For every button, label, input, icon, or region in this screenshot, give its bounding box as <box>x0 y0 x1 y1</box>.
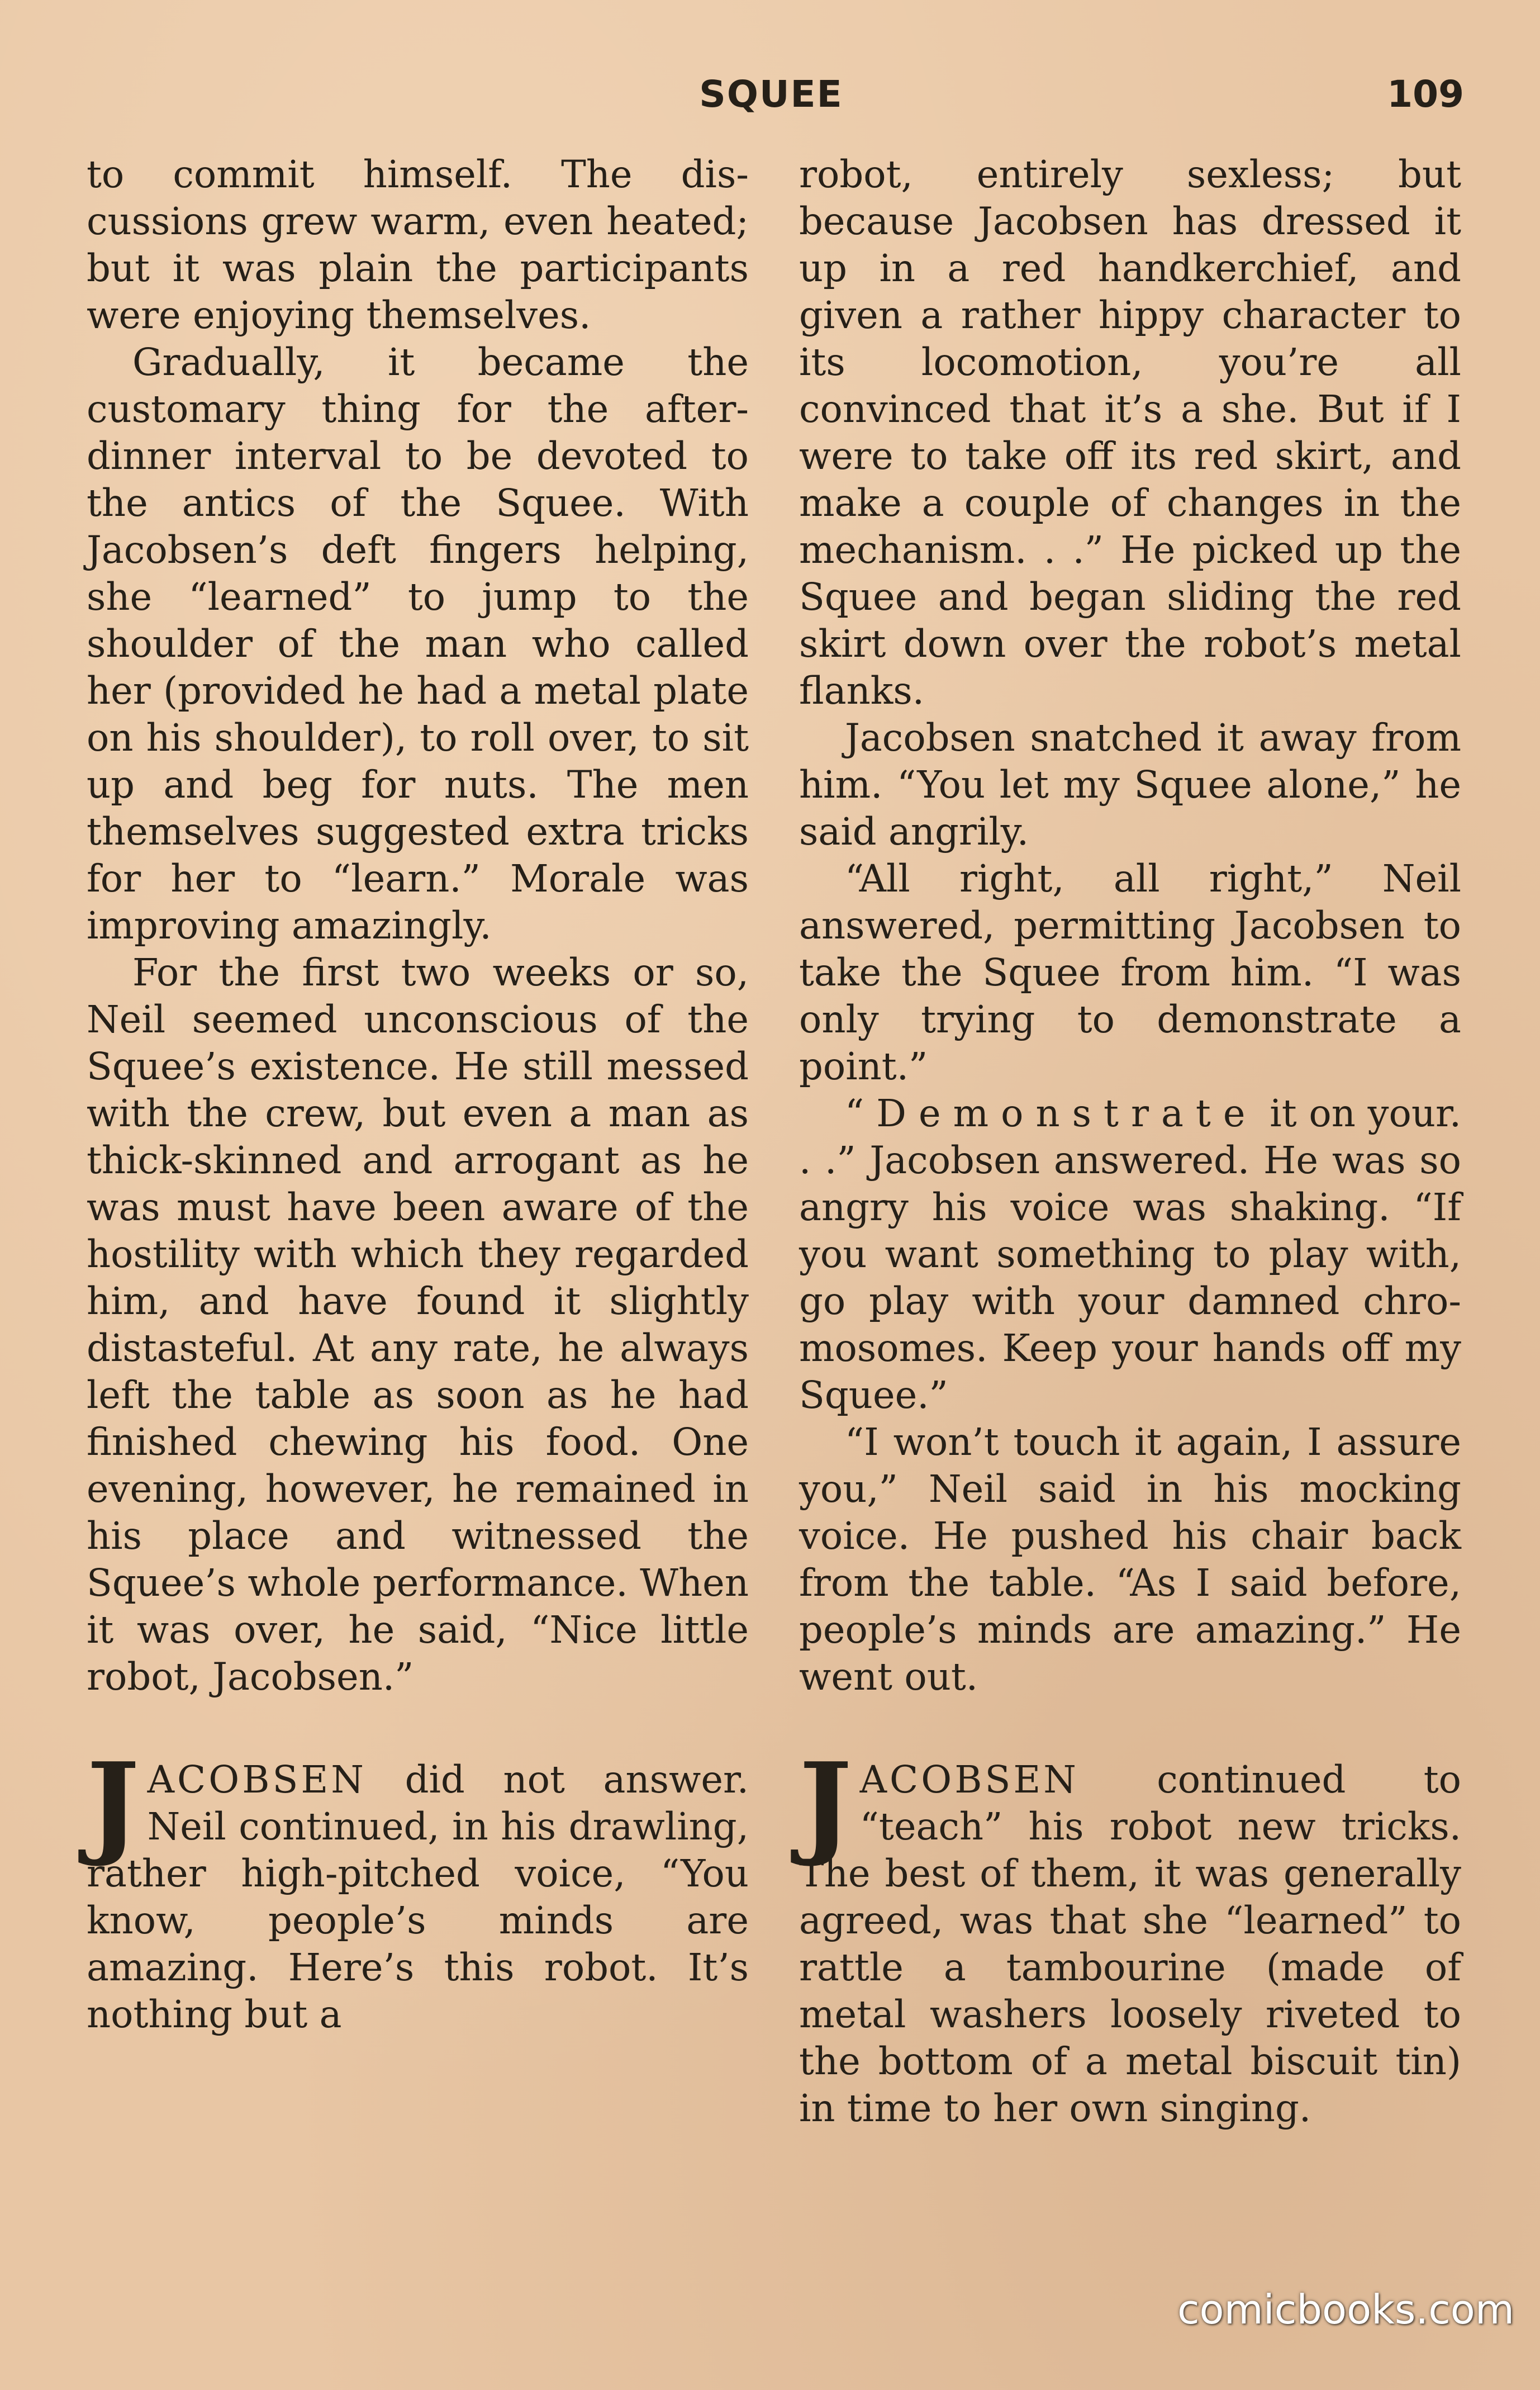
left-column <box>87 151 749 2038</box>
left-paragraph-1: to commit himself. The discussions grew warm, even heated; but it was plain the participants were enjoying themselves. <box>87 153 749 337</box>
left-paragraph-3: For the first two weeks or so, Neil seemed unconscious of the Squee’s existence. He still messed with the crew, but even a man as thick-skinned and arrogant as he was must have been aware of the hostility with which they regarded him, and have found it slightly distasteful. At any rate, he always left the table as soon as he had finished chewing his food. One evening, however, he remained in his place and witnessed the Squee’s whole performance. When it was over, he said, “Nice little robot, Jacobsen.” <box>87 951 749 1699</box>
drop-cap: J <box>799 1738 852 1870</box>
section-break <box>87 1700 749 1756</box>
left-paragraph-4 <box>87 1738 749 2038</box>
right-column <box>799 151 1461 2132</box>
right-paragraph-1: robot, entirely sexless; but because Jacobsen has dressed it up in a red handkerchief, and given a rather hippy character to its locomotion, you’re all convinced that it’s a she. But if I were to take off its red skirt, and make a couple of changes in the mechanism. . .” He picked up the Squee and began sliding the red skirt down over the robot’s metal flanks. <box>799 153 1461 713</box>
right-paragraph-4 <box>799 1090 1461 1419</box>
paragraph-text: continued to “teach” his robot new tricks. The best of them, it was generally agreed, was that she “learned” to rattle a tambourine (made of metal washers loosely riveted to the bottom of a metal biscuit tin) in time to her own singing. <box>799 1758 1461 2130</box>
page-number: 109 <box>1387 73 1464 116</box>
small-caps-lead: ACOBSEN <box>859 1758 1079 1801</box>
paragraph-text: it on your. . .” Jacobsen answered. He was so angry his voice was shaking. “If you want something to play with, go play with your damned chromosomes. Keep your hands off my Squee.” <box>799 1092 1461 1417</box>
right-paragraph-6 <box>799 1738 1461 2132</box>
paragraph-text: did not answer. Neil continued, in his drawling, rather high-pitched voice, “You know, people’s minds are amazing. Here’s this robot. It’s nothing but a <box>87 1758 749 2036</box>
right-paragraph-3: “All right, all right,” Neil answered, permitting Jacobsen to take the Squee from him. “I was only trying to demonstrate a point.” <box>799 857 1461 1088</box>
watermark: comicbooks.com <box>1177 2286 1514 2333</box>
small-caps-lead: ACOBSEN <box>147 1758 367 1801</box>
drop-cap: J <box>87 1738 140 1870</box>
right-paragraph-5: “I won’t touch it again, I assure you,” Neil said in his mocking voice. He pushed his chair back from the table. “As I said before, people’s minds are amazing.” He went out. <box>799 1420 1461 1699</box>
right-paragraph-2: Jacobsen snatched it away from him. “You let my Squee alone,” he said angrily. <box>799 716 1461 853</box>
left-paragraph-2: Gradually, it became the customary thing for the after-dinner interval to be devoted to the antics of the Squee. With Jacobsen’s deft fingers helping, she “learned” to jump to the shoulder of the man who called her (provided he had a metal plate on his shoulder), to roll over, to sit up and beg for nuts. The men themselves suggested extra tricks for her to “learn.” Morale was improving amazingly. <box>87 340 749 947</box>
section-break <box>799 1700 1461 1756</box>
running-title: SQUEE <box>699 73 843 116</box>
emphasized-word: “Demonstrate <box>845 1092 1258 1135</box>
